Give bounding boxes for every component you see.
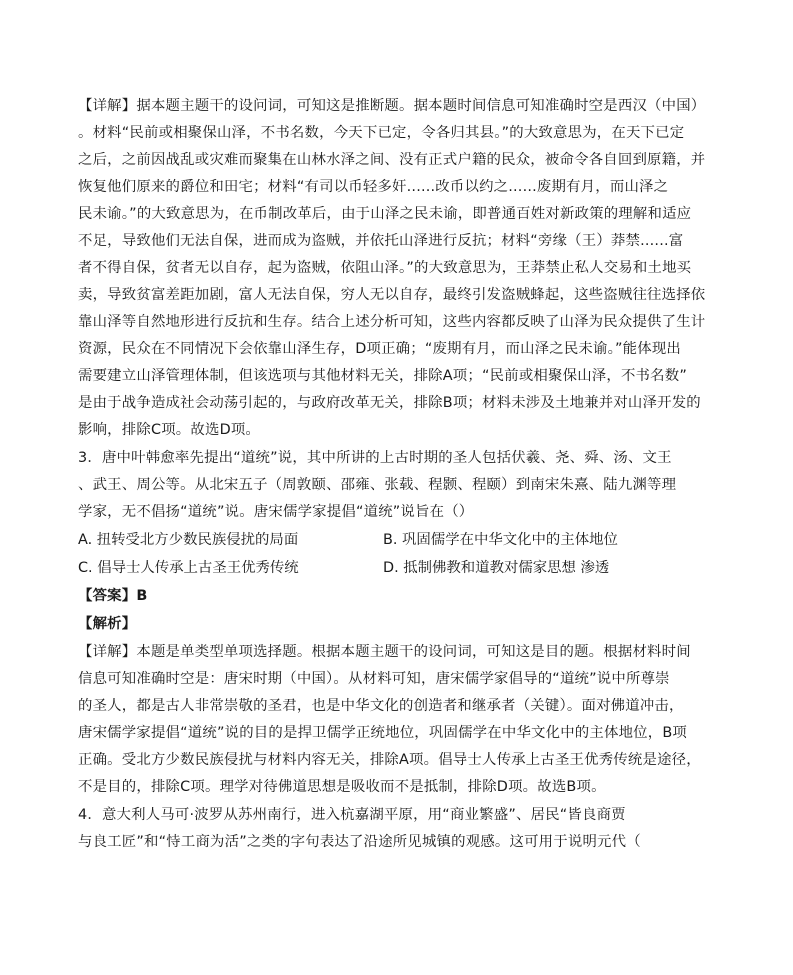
text-line: 之后，之前因战乱或灾难而聚集在山林水泽之间、没有正式户籍的民众，被命令各自回到原籍，并: [78, 152, 706, 168]
text-line: 不是目的，排除C项。理学对待佛道思想是吸收而不是抵制，排除D项。故选B项。: [78, 779, 606, 795]
option-a: A. 扭转受北方少数民族侵扰的局面: [78, 532, 299, 548]
analysis-label: 【解析】: [78, 616, 137, 632]
question-3-line: 学家，无不倡扬“道统”说。唐宋儒学家提倡“道统”说旨在（）: [78, 504, 474, 520]
text-line: 【详解】据本题主题干的设问词，可知这是推断题。据本题时间信息可知准确时空是西汉（中国）: [78, 98, 706, 114]
option-c: C. 倡导士人传承上古圣王优秀传统: [78, 560, 299, 576]
text-line: 唐宋儒学家提倡“道统”说的目的是捍卫儒学正统地位，巩固儒学在中华文化中的主体地位，B项: [78, 725, 688, 741]
text-line: 影响，排除C项。故选D项。: [78, 422, 261, 438]
question-3-line: 3．唐中叶韩愈率先提出“道统”说，其中所讲的上古时期的圣人包括伏羲、尧、舜、汤、文王: [78, 450, 672, 466]
question-4-line: 4．意大利人马可·波罗从苏州南行，进入杭嘉湖平原，用“商业繁盛”、居民“皆良商贾: [78, 807, 626, 823]
text-line: 正确。受北方少数民族侵扰与材料内容无关，排除A项。倡导士人传承上古圣王优秀传统是途径，: [78, 752, 701, 768]
question-3-line: 、武王、周公等。从北宋五子（周敦颐、邵雍、张载、程颢、程颐）到南宋朱熹、陆九渊等理: [78, 477, 677, 493]
option-d: D. 抵制佛教和道教对儒家思想 渗透: [383, 560, 610, 576]
option-b: B. 巩固儒学在中华文化中的主体地位: [383, 532, 618, 548]
text-line: 的圣人，都是古人非常崇敬的圣君，也是中华文化的创造者和继承者（关键）。面对佛道冲击，: [78, 698, 684, 714]
text-line: 。材料“民前或相聚保山泽，不书名数，今天下已定，令各归其县。”的大致意思为，在天下已定: [78, 125, 685, 141]
question-4-line: 与良工匠”和“恃工商为活”之类的字句表达了沿途所见城镇的观感。这可用于说明元代（: [78, 834, 641, 850]
text-line: 是由于战争造成社会动荡引起的，与政府改革无关，排除B项；材料未涉及土地兼并对山泽开发的: [78, 395, 701, 411]
text-line: 民未谕。”的大致意思为，在币制改革后，由于山泽之民未谕，即普通百姓对新政策的理解和适应: [78, 206, 692, 222]
text-line: 需要建立山泽管理体制，但该选项与其他材料无关，排除A项；“民前或相聚保山泽，不书名数”: [78, 368, 687, 384]
text-line: 不足，导致他们无法自保，进而成为盗贼，并依托山泽进行反抗；材料“旁缘（王）莽禁......富: [78, 233, 684, 249]
text-line: 信息可知准确时空是：唐宋时期（中国）。从材料可知，唐宋儒学家倡导的“道统”说中所尊崇: [78, 671, 670, 687]
text-line: 者不得自保，贫者无以自存，起为盗贼，依阻山泽。”的大致意思为，王莽禁止私人交易和土地买: [78, 260, 692, 276]
text-line: 卖，导致贫富差距加剧，富人无法自保，穷人无以自存，最终引发盗贼蜂起，这些盗贼往往选择依: [78, 287, 706, 303]
text-line: 资源，民众在不同情况下会依靠山泽生存，D项正确；“废期有月，而山泽之民未谕。”能体现出: [78, 341, 682, 357]
text-line: 【详解】本题是单类型单项选择题。根据本题主题干的设问词，可知这是目的题。根据材料时间: [78, 644, 691, 660]
text-line: 恢复他们原来的爵位和田宅；材料“有司以币轻多奸......改币以约之......废期有月，而山泽之: [78, 179, 669, 195]
text-line: 靠山泽等自然地形进行反抗和生存。结合上述分析可知，这些内容都反映了山泽为民众提供了生计: [78, 314, 706, 330]
answer-label: 【答案】B: [78, 588, 148, 604]
